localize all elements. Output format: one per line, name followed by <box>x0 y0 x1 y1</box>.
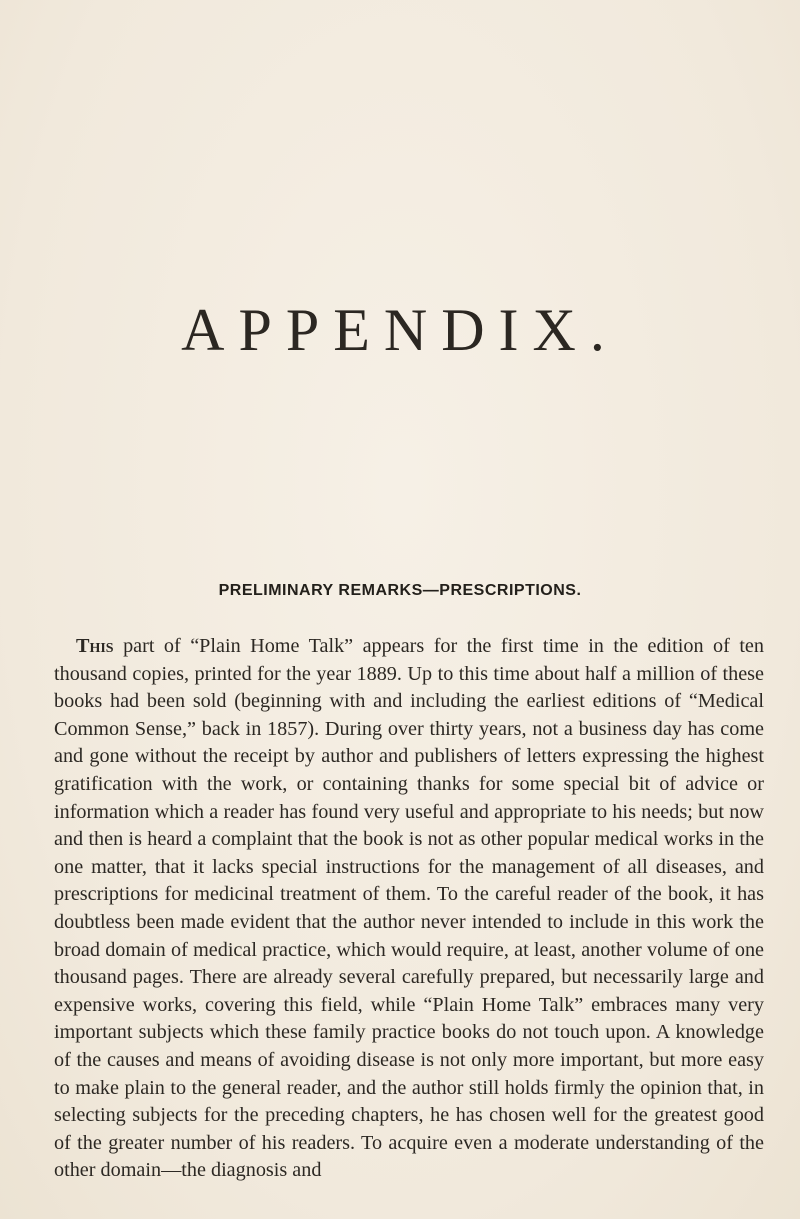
paragraph-text: part of “Plain Home Talk” appears for the first time in the edition of ten thousand copies, printed for the year 1889. Up to this time about half a million of these books had been sold (beginning with and including the earliest editions of “Medical Common Sense,” back in 1857). During over thirty years, not a business day has come and gone without the receipt by author and publishers of letters expressing the highest gratification with the work, or containing thanks for some special bit of advice or information which a reader has found very useful and appropriate to his needs; but now and then is heard a complaint that the book is not as other popular medical works in the one matter, that it lacks special instructions for the management of all diseases, and prescriptions for medicinal treatment of them. To the careful reader of the book, it has doubtless been made evident that the author never intended to include in this work the broad domain of medical practice, which would require, at least, another volume of one thousand pages. There are already several carefully prepared, but necessarily large and expensive works, covering this field, while “Plain Home Talk” embraces many very important subjects which these family practice books do not touch upon. A knowledge of the causes and means of avoiding disease is not only more important, but more easy to make plain to the general reader, and the author still holds firmly the opinion that, in selecting subjects for the preceding chapters, he has chosen well for the greatest good of the greater number of his readers. To acquire even a moderate understanding of the other domain—the diagnosis and <box>54 635 764 1182</box>
body-paragraph <box>54 633 764 1185</box>
appendix-title: APPENDIX. <box>181 297 619 363</box>
paragraph-lead-word: This <box>76 635 114 657</box>
section-heading: PRELIMINARY REMARKS—PRESCRIPTIONS. <box>218 582 582 599</box>
